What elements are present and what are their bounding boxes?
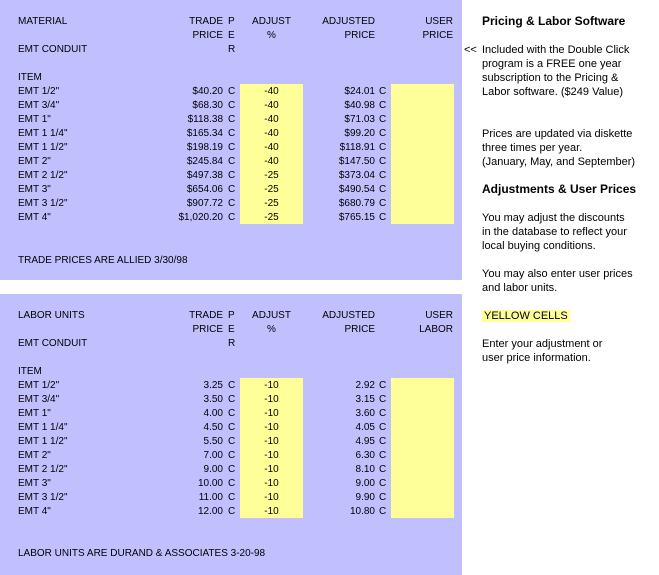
- adjust-percent[interactable]: -40: [264, 114, 279, 125]
- price-unit: C: [228, 86, 236, 97]
- item-name: EMT 3/4": [18, 394, 60, 405]
- labor-item-label: ITEM: [18, 366, 42, 377]
- trade-price: $654.06: [186, 184, 223, 195]
- trade-price: 11.00: [198, 492, 223, 503]
- intro-line: Included with the Double Click: [482, 44, 630, 56]
- adjust-percent[interactable]: -10: [264, 422, 279, 433]
- table-row: [0, 211, 462, 225]
- user-entry-cell[interactable]: [391, 127, 454, 141]
- table-row: [0, 197, 462, 211]
- price-unit: C: [228, 156, 236, 167]
- price-unit: C: [228, 436, 236, 447]
- adjust-percent[interactable]: -10: [264, 464, 279, 475]
- item-name: EMT 1 1/2": [18, 142, 68, 153]
- adjusted-price: $99.20: [344, 128, 375, 139]
- adjusted-unit: C: [379, 380, 387, 391]
- left-arrow-icon: <<: [464, 44, 477, 56]
- adjusted-price: $490.54: [338, 184, 375, 195]
- price-unit: C: [228, 422, 236, 433]
- user-entry-cell[interactable]: [391, 113, 454, 127]
- sidebar-title: Pricing & Labor Software: [482, 14, 626, 28]
- header-adjust: ADJUST: [252, 16, 291, 27]
- adjusted-price: 4.95: [355, 436, 375, 447]
- trade-price: $907.72: [186, 198, 223, 209]
- trade-price: 4.00: [203, 408, 223, 419]
- adjust-line: local buying conditions.: [482, 240, 596, 252]
- adjusted-unit: C: [379, 212, 387, 223]
- labor-header-adjusted: ADJUSTED: [322, 310, 375, 321]
- adjust-percent[interactable]: -10: [264, 408, 279, 419]
- user-entry-cell[interactable]: [391, 141, 454, 155]
- adjust-percent[interactable]: -40: [264, 86, 279, 97]
- adjust-percent[interactable]: -10: [264, 478, 279, 489]
- adjusted-unit: C: [379, 184, 387, 195]
- table-row: [0, 505, 462, 519]
- table-row: [0, 491, 462, 505]
- adjusted-unit: C: [379, 492, 387, 503]
- trade-price: $245.84: [186, 156, 223, 167]
- adjust-percent[interactable]: -40: [264, 128, 279, 139]
- trade-price: 9.00: [203, 464, 223, 475]
- user-entry-cell[interactable]: [391, 435, 454, 449]
- price-unit: C: [228, 142, 236, 153]
- table-row: [0, 183, 462, 197]
- price-unit: C: [228, 170, 236, 181]
- adjusted-unit: C: [379, 128, 387, 139]
- adjusted-unit: C: [379, 142, 387, 153]
- user-entry-cell[interactable]: [391, 197, 454, 211]
- trade-price: 10.00: [197, 478, 223, 489]
- user-entry-cell[interactable]: [391, 463, 454, 477]
- updates-line: Prices are updated via diskette: [482, 128, 633, 140]
- price-unit: C: [228, 100, 236, 111]
- updates-line: three times per year.: [482, 142, 583, 154]
- user-entry-cell[interactable]: [391, 491, 454, 505]
- item-name: EMT 1/2": [18, 86, 60, 97]
- material-title: MATERIAL: [18, 16, 68, 27]
- item-name: EMT 1": [18, 114, 51, 125]
- price-unit: C: [228, 198, 236, 209]
- item-name: EMT 1 1/2": [18, 436, 68, 447]
- material-footer: TRADE PRICES ARE ALLIED 3/30/98: [18, 255, 188, 266]
- price-unit: C: [228, 492, 236, 503]
- trade-price: 3.25: [203, 380, 223, 391]
- user-entry-cell[interactable]: [391, 505, 454, 519]
- labor-header-adjust: ADJUST: [252, 310, 291, 321]
- adjust-percent[interactable]: -40: [264, 100, 279, 111]
- info-sidebar: [462, 0, 659, 575]
- header-adjusted: ADJUSTED: [322, 16, 375, 27]
- adjust-percent[interactable]: -10: [264, 492, 279, 503]
- user-entry-cell[interactable]: [391, 211, 454, 225]
- adjust-percent[interactable]: -10: [264, 436, 279, 447]
- adjusted-unit: C: [379, 100, 387, 111]
- item-name: EMT 2": [18, 156, 51, 167]
- labor-header-trade: TRADE: [189, 310, 223, 321]
- adjust-line: You may adjust the discounts: [482, 212, 625, 224]
- labor-header-p: P: [228, 310, 235, 321]
- item-name: EMT 1": [18, 408, 51, 419]
- adjusted-unit: C: [379, 394, 387, 405]
- adjust-percent[interactable]: -40: [264, 142, 279, 153]
- adjusted-unit: C: [379, 478, 387, 489]
- user-line: You may also enter user prices: [482, 268, 633, 280]
- intro-line: program is a FREE one year: [482, 58, 622, 70]
- adjusted-price: $71.03: [344, 114, 375, 125]
- intro-line: subscription to the Pricing &: [482, 72, 619, 84]
- price-unit: C: [228, 128, 236, 139]
- trade-price: 3.50: [203, 394, 223, 405]
- adjusted-unit: C: [379, 464, 387, 475]
- table-row: [0, 155, 462, 169]
- adjust-percent[interactable]: -10: [264, 380, 279, 391]
- user-entry-cell[interactable]: [391, 477, 454, 491]
- adjusted-unit: C: [379, 450, 387, 461]
- material-item-label: ITEM: [18, 72, 42, 83]
- labor-title: LABOR UNITS: [18, 310, 85, 321]
- user-entry-cell[interactable]: [391, 449, 454, 463]
- adjusted-unit: C: [379, 86, 387, 97]
- labor-footer: LABOR UNITS ARE DURAND & ASSOCIATES 3-20-98: [18, 548, 266, 559]
- labor-header-adjusted-price: PRICE: [344, 324, 375, 335]
- table-row: [0, 463, 462, 477]
- header-price: PRICE: [192, 30, 223, 41]
- trade-price: $68.30: [192, 100, 223, 111]
- intro-line: Labor software. ($249 Value): [482, 86, 624, 98]
- adjust-percent[interactable]: -10: [264, 394, 279, 405]
- price-unit: C: [228, 394, 236, 405]
- adjusted-price: 6.30: [355, 450, 375, 461]
- yellow-cells-text: YELLOW CELLS: [484, 310, 568, 322]
- adjust-percent[interactable]: -25: [264, 170, 279, 181]
- adjust-line: in the database to reflect your: [482, 226, 627, 238]
- material-subtitle: EMT CONDUIT: [18, 44, 88, 55]
- header-r: R: [228, 44, 236, 55]
- adjusted-unit: C: [379, 422, 387, 433]
- user-entry-cell[interactable]: [391, 421, 454, 435]
- labor-header-r: R: [228, 338, 236, 349]
- adjusted-price: $24.01: [344, 86, 375, 97]
- user-entry-cell[interactable]: [391, 379, 454, 393]
- adjusted-price: 8.10: [355, 464, 375, 475]
- table-row: [0, 127, 462, 141]
- user-entry-cell[interactable]: [391, 169, 454, 183]
- adjustments-title: Adjustments & User Prices: [482, 182, 637, 196]
- trade-price: 7.00: [203, 450, 223, 461]
- price-unit: C: [228, 380, 236, 391]
- adjust-percent[interactable]: -40: [264, 156, 279, 167]
- user-entry-cell[interactable]: [391, 155, 454, 169]
- table-row: [0, 169, 462, 183]
- adjusted-price: 2.92: [355, 380, 375, 391]
- user-entry-cell[interactable]: [391, 99, 454, 113]
- item-name: EMT 2 1/2": [18, 170, 68, 181]
- trade-price: 5.50: [203, 436, 223, 447]
- item-name: EMT 3 1/2": [18, 198, 68, 209]
- adjusted-price: 9.90: [355, 492, 375, 503]
- trade-price: 12.00: [197, 506, 223, 517]
- table-row: [0, 449, 462, 463]
- yellow-cells-label: [482, 309, 570, 323]
- table-row: [0, 379, 462, 393]
- header-e: E: [228, 30, 235, 41]
- header-user-price: PRICE: [422, 30, 453, 41]
- user-entry-cell[interactable]: [391, 183, 454, 197]
- labor-header-price: PRICE: [192, 324, 223, 335]
- table-row: [0, 477, 462, 491]
- item-name: EMT 4": [18, 506, 51, 517]
- price-unit: C: [228, 478, 236, 489]
- adjusted-price: $147.50: [338, 156, 375, 167]
- header-p: P: [228, 16, 235, 27]
- user-entry-cell[interactable]: [391, 85, 454, 99]
- item-name: EMT 3 1/2": [18, 492, 68, 503]
- labor-header-e: E: [228, 324, 235, 335]
- adjusted-price: $373.04: [338, 170, 375, 181]
- adjust-percent[interactable]: -25: [264, 212, 279, 223]
- item-name: EMT 2 1/2": [18, 464, 68, 475]
- adjusted-unit: C: [379, 156, 387, 167]
- trade-price: $1,020.20: [178, 212, 223, 223]
- adjusted-price: $118.91: [339, 142, 375, 153]
- trade-price: $40.20: [192, 86, 223, 97]
- item-name: EMT 3/4": [18, 100, 60, 111]
- price-unit: C: [228, 506, 236, 517]
- price-unit: C: [228, 114, 236, 125]
- adjusted-unit: C: [379, 198, 387, 209]
- item-name: EMT 4": [18, 212, 51, 223]
- trade-price: $165.34: [186, 128, 223, 139]
- user-line: and labor units.: [482, 282, 558, 294]
- table-row: [0, 421, 462, 435]
- adjusted-price: 10.80: [349, 506, 375, 517]
- price-unit: C: [228, 464, 236, 475]
- user-entry-cell[interactable]: [391, 393, 454, 407]
- price-unit: C: [228, 408, 236, 419]
- adjusted-unit: C: [379, 170, 387, 181]
- price-unit: C: [228, 450, 236, 461]
- price-unit: C: [228, 212, 236, 223]
- enter-line: user price information.: [482, 352, 591, 364]
- user-entry-cell[interactable]: [391, 407, 454, 421]
- table-row: [0, 393, 462, 407]
- trade-price: $118.38: [187, 114, 223, 125]
- trade-price: $497.38: [186, 170, 223, 181]
- adjusted-price: 3.15: [355, 394, 375, 405]
- header-adjust-pct: %: [267, 30, 276, 41]
- adjusted-price: 3.60: [355, 408, 375, 419]
- labor-header-adjust-pct: %: [267, 324, 276, 335]
- table-row: [0, 407, 462, 421]
- labor-subtitle: EMT CONDUIT: [18, 338, 88, 349]
- item-name: EMT 1 1/4": [18, 128, 68, 139]
- adjusted-unit: C: [379, 506, 387, 517]
- adjusted-price: $765.15: [338, 212, 375, 223]
- item-name: EMT 3": [18, 184, 51, 195]
- header-trade: TRADE: [189, 16, 223, 27]
- adjust-percent[interactable]: -25: [264, 184, 279, 195]
- adjusted-price: $680.79: [338, 198, 375, 209]
- material-panel: [0, 0, 462, 280]
- trade-price: $198.19: [186, 142, 223, 153]
- item-name: EMT 1/2": [18, 380, 60, 391]
- item-name: EMT 2": [18, 450, 51, 461]
- labor-header-user: USER: [425, 310, 453, 321]
- item-name: EMT 1 1/4": [18, 422, 68, 433]
- labor-panel: [0, 294, 462, 575]
- adjusted-unit: C: [379, 408, 387, 419]
- adjusted-unit: C: [379, 436, 387, 447]
- adjusted-price: 4.05: [355, 422, 375, 433]
- enter-line: Enter your adjustment or: [482, 338, 603, 350]
- adjust-percent[interactable]: -10: [264, 450, 279, 461]
- adjusted-price: 9.00: [355, 478, 375, 489]
- adjust-percent[interactable]: -25: [264, 198, 279, 209]
- table-row: [0, 141, 462, 155]
- adjusted-unit: C: [379, 114, 387, 125]
- adjust-percent[interactable]: -10: [264, 506, 279, 517]
- table-row: [0, 99, 462, 113]
- table-row: [0, 113, 462, 127]
- price-unit: C: [228, 184, 236, 195]
- table-row: [0, 435, 462, 449]
- item-name: EMT 3": [18, 478, 51, 489]
- labor-header-user-labor: LABOR: [419, 324, 453, 335]
- trade-price: 4.50: [203, 422, 223, 433]
- adjusted-price: $40.98: [344, 100, 375, 111]
- header-adjusted-price: PRICE: [344, 30, 375, 41]
- updates-line: (January, May, and September): [482, 156, 636, 168]
- table-row: [0, 85, 462, 99]
- header-user: USER: [425, 16, 453, 27]
